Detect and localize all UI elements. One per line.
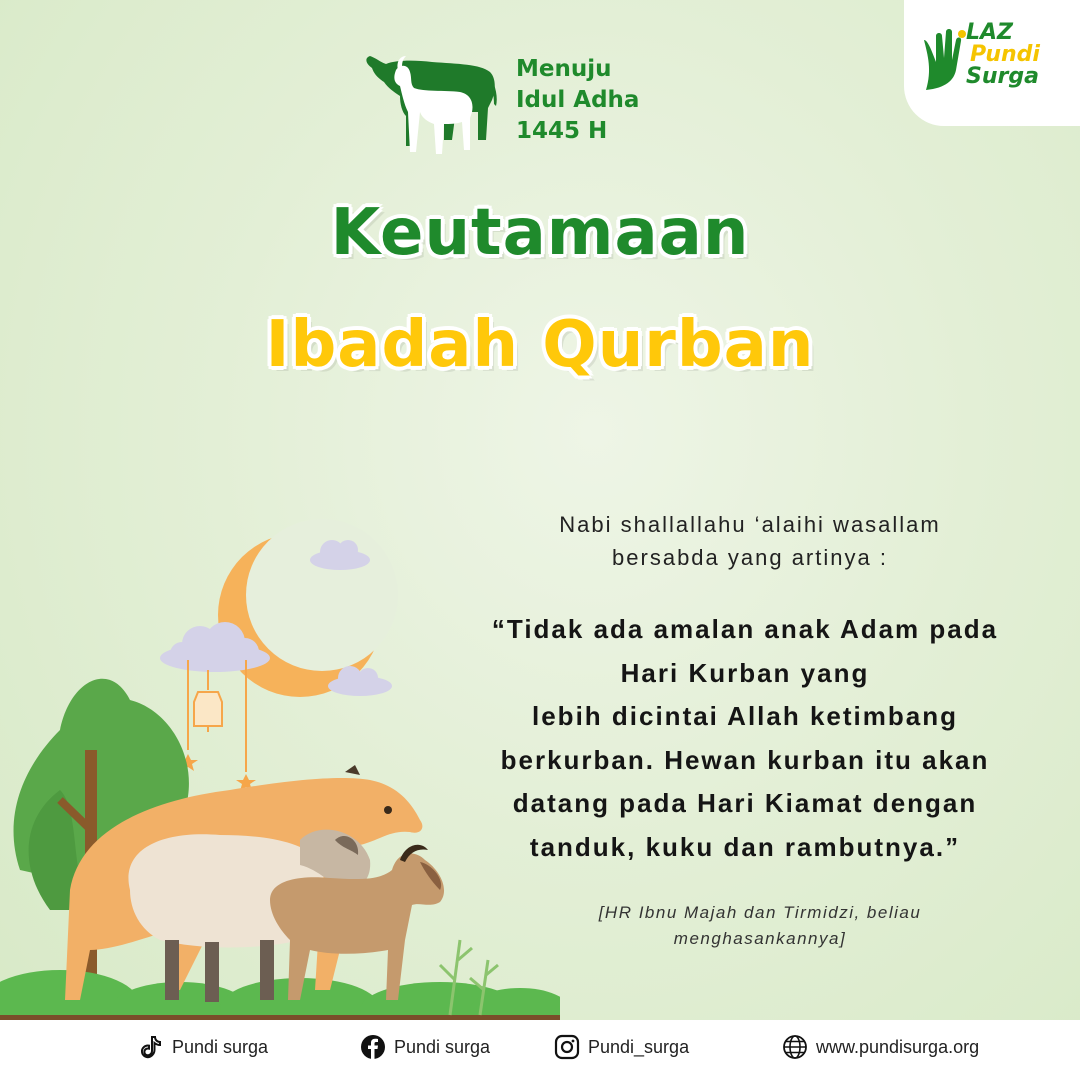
website-link[interactable]	[782, 1034, 979, 1060]
website-label: www.pundisurga.org	[816, 1036, 980, 1057]
facebook-link[interactable]	[360, 1034, 490, 1060]
facebook-label: Pundi surga	[394, 1036, 491, 1057]
quote-line-4: berkurban. Hewan kurban itu akan	[500, 744, 990, 775]
header-line-2: Idul Adha	[516, 87, 640, 113]
tiktok-icon	[138, 1034, 164, 1060]
brand-logo	[904, 0, 1080, 126]
header-line-3: 1445 H	[516, 118, 608, 144]
instagram-link[interactable]	[554, 1034, 689, 1060]
intro-line-1: Nabi shallallahu ‘alaihi wasallam	[559, 512, 941, 537]
quote-line-2: Hari Kurban yang	[620, 657, 870, 688]
brand-line-pundi: Pundi	[970, 42, 1040, 67]
quote-line-6: tanduk, kuku dan rambutnya.”	[529, 831, 961, 862]
event-header	[362, 46, 702, 166]
quote-line-5: datang pada Hari Kiamat dengan	[512, 788, 978, 818]
title-line-2: Ibadah Qurban	[265, 308, 815, 382]
brand-line-laz: LAZ	[966, 20, 1013, 45]
hadith-source	[540, 900, 980, 952]
tiktok-link[interactable]	[138, 1034, 268, 1060]
source-line-1: [HR Ibnu Majah dan Tirmidzi, beliau	[598, 903, 922, 922]
globe-icon	[782, 1034, 808, 1060]
header-line-1: Menuju	[516, 56, 612, 82]
quote-line-1: “Tidak ada amalan anak Adam pada	[491, 614, 999, 644]
title-line-1: Keutamaan	[330, 196, 750, 270]
quote-line-3: lebih dicintai Allah ketimbang	[532, 701, 958, 731]
footer-social-bar	[0, 1020, 1080, 1080]
facebook-icon	[360, 1034, 386, 1060]
intro-text	[500, 508, 1000, 574]
cow-goat-icon	[362, 46, 512, 161]
intro-line-2: bersabda yang artinya :	[612, 545, 888, 570]
tiktok-label: Pundi surga	[172, 1036, 269, 1057]
qurban-animals-illustration	[0, 510, 560, 1025]
instagram-icon	[554, 1034, 580, 1060]
source-line-2: menghasankannya]	[673, 929, 847, 948]
instagram-label: Pundi_surga	[588, 1036, 690, 1057]
brand-line-surga: Surga	[966, 64, 1039, 89]
lantern-icon	[188, 660, 246, 772]
hand-logo-icon	[922, 26, 968, 92]
